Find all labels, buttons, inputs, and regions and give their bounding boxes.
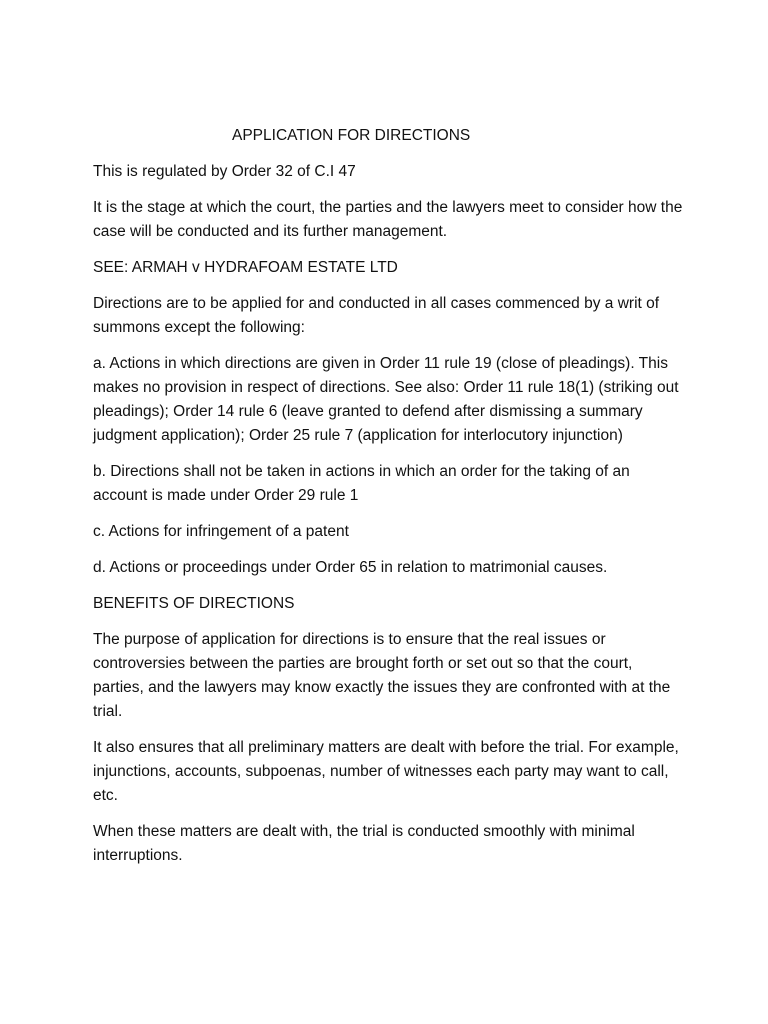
section-heading-benefits: BENEFITS OF DIRECTIONS <box>93 595 295 612</box>
paragraph-case-reference: SEE: ARMAH v HYDRAFOAM ESTATE LTD <box>93 259 398 276</box>
paragraph-definition: It is the stage at which the court, the parties and the lawyers meet to consider how the case will be conducted and its further management. <box>93 199 683 240</box>
paragraph-exception-b: b. Directions shall not be taken in actions in which an order for the taking of an account is made under Order 29 rule 1 <box>93 463 630 504</box>
document-body <box>93 124 683 880</box>
paragraph-exception-d: d. Actions or proceedings under Order 65 in relation to matrimonial causes. <box>93 559 608 576</box>
paragraph-exceptions-intro: Directions are to be applied for and conducted in all cases commenced by a writ of summons except the following: <box>93 295 660 336</box>
paragraph-conclusion: When these matters are dealt with, the trial is conducted smoothly with minimal interruptions. <box>93 823 635 864</box>
paragraph-preliminary-matters: It also ensures that all preliminary matters are dealt with before the trial. For example, injunctions, accounts, subpoenas, number of witnesses each party may want to call, etc. <box>93 739 679 804</box>
document-title: APPLICATION FOR DIRECTIONS <box>232 127 471 144</box>
paragraph-regulation: This is regulated by Order 32 of C.I 47 <box>93 163 356 180</box>
paragraph-exception-a: a. Actions in which directions are given in Order 11 rule 19 (close of pleadings). This makes no provision in respect of directions. See also: Order 11 rule 18(1) (striking out pleadings); Order 14 rule 6 (leave granted to defend after dismissing a summary judgment application); Order 25 rule 7 (application for interlocutory injunction) <box>93 355 679 444</box>
paragraph-purpose: The purpose of application for directions is to ensure that the real issues or controversies between the parties are brought forth or set out so that the court, parties, and the lawyers may know exactly the issues they are confronted with at the trial. <box>93 631 671 720</box>
paragraph-exception-c: c. Actions for infringement of a patent <box>93 523 349 540</box>
